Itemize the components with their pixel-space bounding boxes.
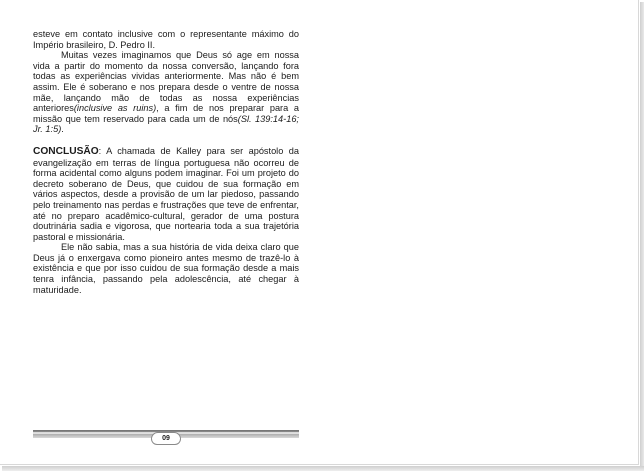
paragraph-gap	[33, 135, 299, 146]
conclusion-label: CONCLUSÃO	[33, 145, 99, 157]
paragraph-1: esteve em contato inclusive com o representante máximo do Império brasileiro, D. Pedro II.	[33, 29, 299, 50]
page-body-text	[33, 29, 299, 295]
paragraph-2	[33, 50, 299, 135]
paragraph-2-italic-1: (inclusive as ruins)	[73, 103, 157, 114]
page-number: 09	[151, 432, 181, 445]
page-shadow-right	[640, 2, 644, 471]
paragraph-4: Ele não sabia, mas a sua história de vida deixa claro que Deus já o enxergava como pioneiro antes mesmo de trazê-lo à existência e que por isso cuidou de sua formação desde a mais tenra infância, passando pela adolescência, até chegar à maturidade.	[33, 242, 299, 295]
paragraph-conclusion	[33, 146, 299, 242]
page-shadow-bottom	[2, 466, 644, 471]
paragraph-2-italic-2: (Sl. 139:14-16; Jr. 1:5)	[33, 113, 299, 135]
conclusion-text: : A chamada de Kalley para ser apóstolo da evangelização em terras de língua portuguesa não ocorreu de forma acidental como alguns podem imaginar. Foi um projeto do decreto soberano de Deus, que cuidou de sua formação em vários aspectos, desde a provisão de um lar piedoso, passando pelo treinamento nas perdas e frustrações que teve de enfrentar, até no preparo acadêmico-cultural, gerador de uma postura doutrinária sadia e vigorosa, que nortearia toda a sua trajetória pastoral e missionária.	[33, 145, 299, 242]
page-footer	[33, 430, 299, 446]
paragraph-2-part-2: , a fim de nos preparar para a missão que tem reservado para cada um de nós	[33, 103, 299, 124]
paragraph-2-part-1: Muitas vezes imaginamos que Deus só age em nossa vida a partir do momento da nossa conversão, lançando fora todas as experiências vividas anteriormente. Mas não é bem assim. Ele é soberano e nos prepara desde o ventre de nossa mãe, lançando mão de todas as nossa experiências anteriores	[33, 50, 299, 114]
paragraph-2-part-3: .	[61, 124, 64, 135]
